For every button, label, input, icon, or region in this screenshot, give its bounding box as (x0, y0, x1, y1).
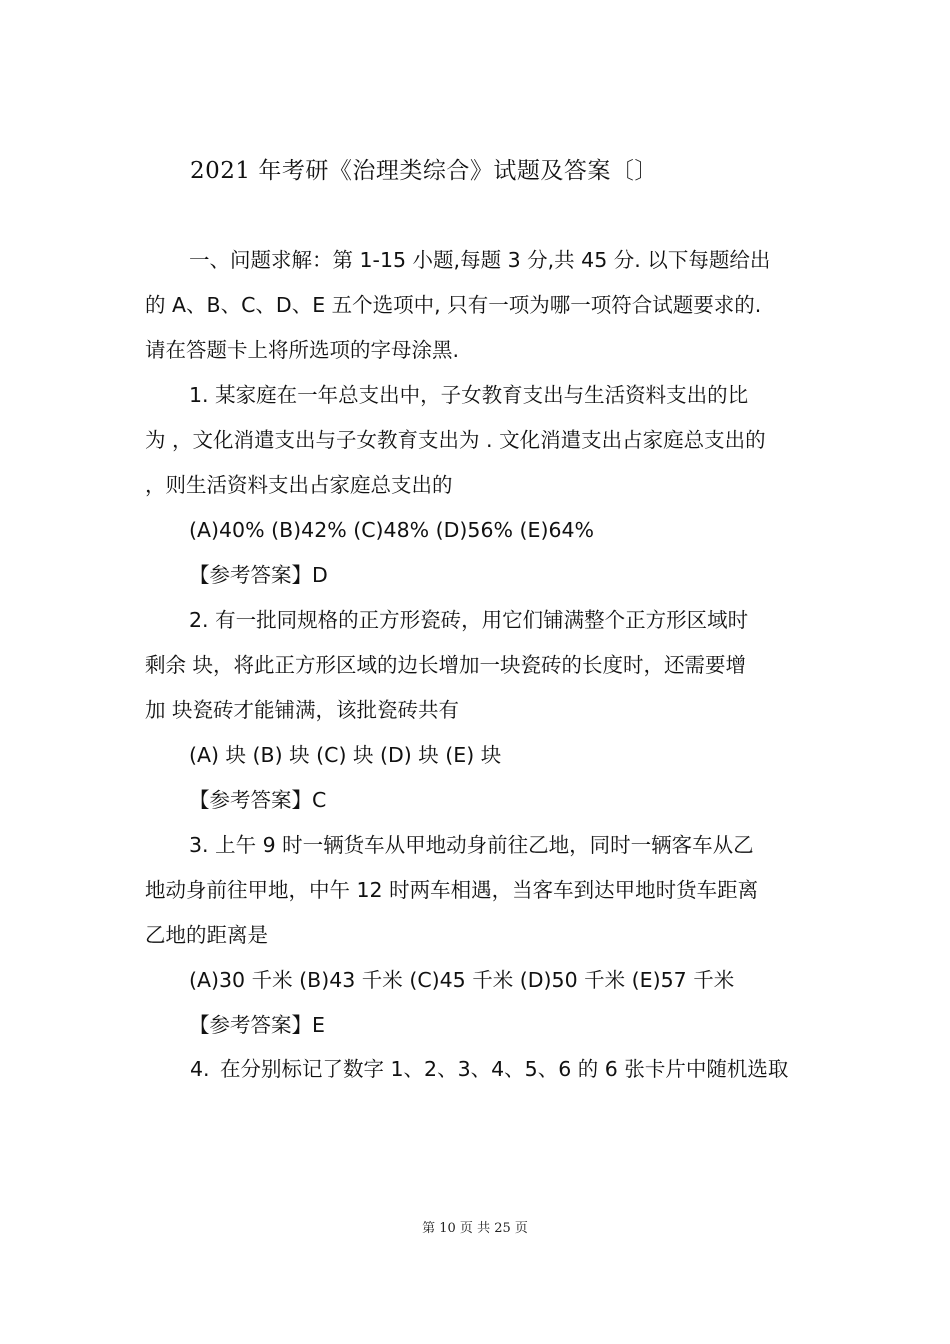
question-line: 2. 有一批同规格的正方形瓷砖，用它们铺满整个正方形区域时 (189, 608, 749, 632)
question-line: ，则生活资料支出占家庭总支出的 (145, 473, 453, 497)
question-line: 1. 某家庭在一年总支出中，子女教育支出与生活资料支出的比 (189, 383, 749, 407)
intro-line: 一、问题求解：第 1-15 小题,每题 3 分,共 45 分. 以下每题给出 (189, 248, 771, 272)
question-line: 为 ，文化消遣支出与子女教育支出为 . 文化消遣支出占家庭总支出的 (145, 428, 766, 452)
section-intro (145, 238, 810, 373)
question-answer: 【参考答案】E (189, 1013, 325, 1037)
intro-line: 的 A、B、C、D、E 五个选项中, 只有一项为哪一项符合试题要求的. (145, 293, 762, 317)
page-footer: 第 10 页 共 25 页 (422, 1221, 528, 1236)
question-line: 3. 上午 9 时一辆货车从甲地动身前往乙地，同时一辆客车从乙 (189, 833, 754, 857)
question-4 (190, 1055, 840, 1083)
question-line: 在分别标记了数字 1、2、3、4、5、6 的 6 张卡片中随机选取 (220, 1057, 789, 1081)
question-line: 乙地的距离是 (145, 923, 268, 947)
question-2 (145, 598, 810, 823)
question-line: 地动身前往甲地，中午 12 时两车相遇，当客车到达甲地时货车距离 (145, 878, 759, 902)
intro-line: 请在答题卡上将所选项的字母涂黑. (145, 338, 460, 362)
question-options: (A)30 千米 (B)43 千米 (C)45 千米 (D)50 千米 (E)57 千米 (189, 968, 735, 992)
question-options: (A) 块 (B) 块 (C) 块 (D) 块 (E) 块 (189, 743, 502, 767)
question-line: 加 块瓷砖才能铺满，该批瓷砖共有 (145, 698, 460, 722)
question-line: 剩余 块，将此正方形区域的边长增加一块瓷砖的长度时，还需要增 (145, 653, 747, 677)
question-1 (145, 373, 810, 598)
document-body (145, 238, 810, 1048)
question-answer: 【参考答案】D (189, 563, 328, 587)
question-3 (145, 823, 810, 1048)
question-number: 4. (190, 1057, 210, 1081)
question-answer: 【参考答案】C (189, 788, 327, 812)
document-title: 2021 年考研《治理类综合》试题及答案〔〕 (190, 158, 658, 184)
question-options: (A)40% (B)42% (C)48% (D)56% (E)64% (189, 518, 595, 542)
